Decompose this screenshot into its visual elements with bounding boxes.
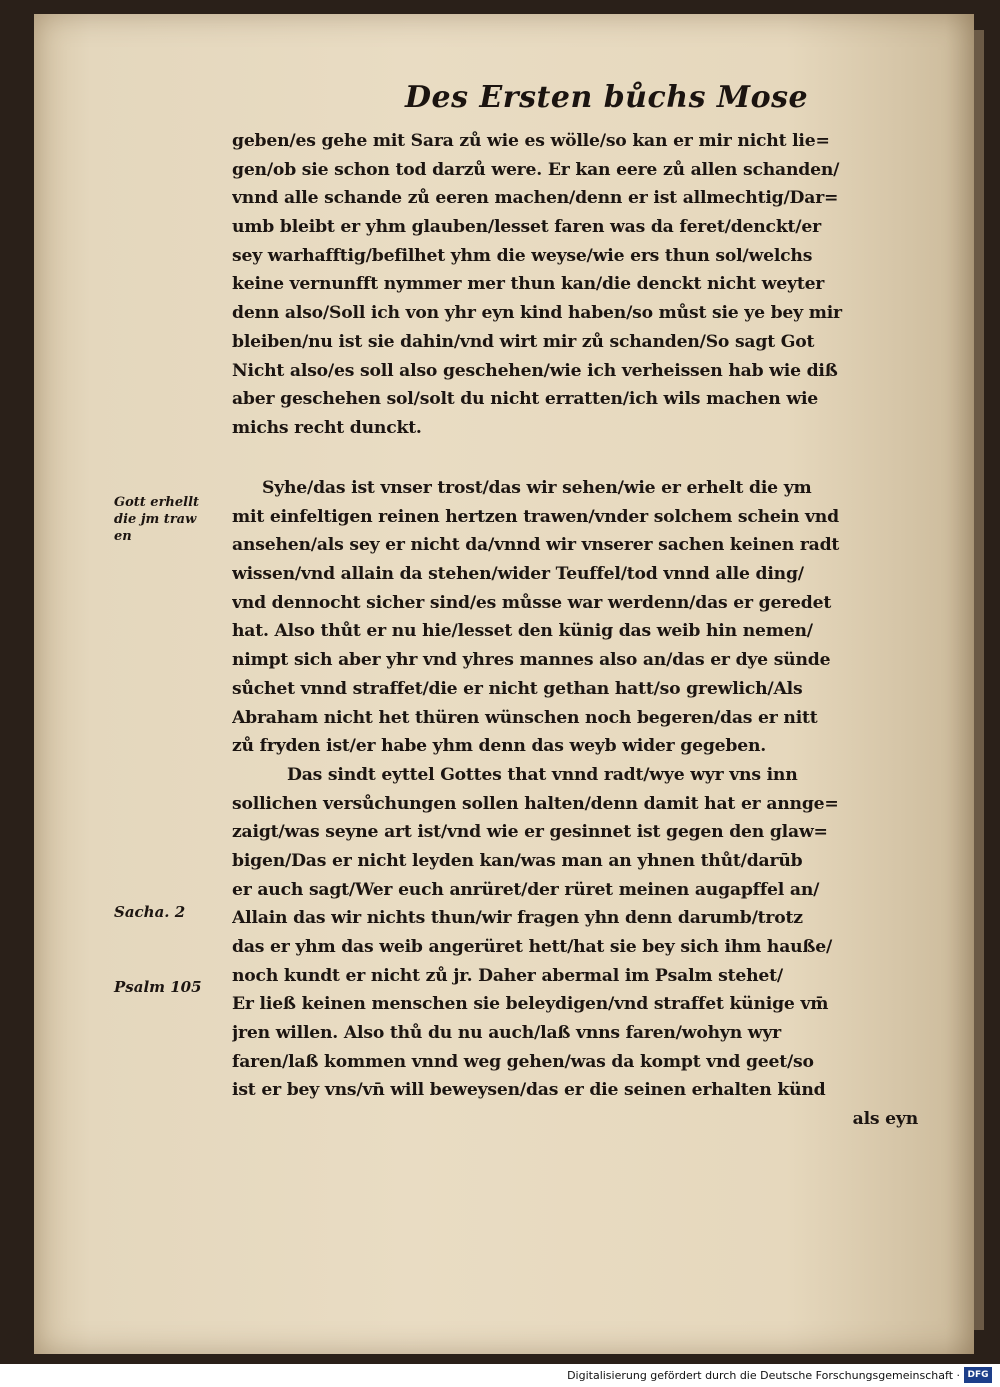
text-line: Allain das wir nichts thun/wir fragen yhn denn darumb/trotz xyxy=(232,908,803,929)
text-line: umb bleibt er yhm glauben/lesset faren was da feret/denckt/er xyxy=(232,217,821,238)
text-line: hat. Also thůt er nu hie/lesset den künig das weib hin nemen/ xyxy=(232,621,813,642)
page-edge xyxy=(974,30,984,1330)
catchword: als eyn xyxy=(852,1109,918,1130)
text-line: geben/es gehe mit Sara zů wie es wölle/so kan er mir nicht lie= xyxy=(232,131,830,151)
paragraph-2 xyxy=(232,474,922,1134)
text-line: ansehen/als sey er nicht da/vnnd wir vnserer sachen keinen radt xyxy=(232,535,840,556)
marginal-note-sacha: Sacha. 2 xyxy=(114,903,186,921)
text-line: Abraham nicht het thüren wünschen noch begeren/das er nitt xyxy=(232,707,818,728)
paragraph-1 xyxy=(232,127,922,443)
text-line: sey warhafftig/befilhet yhm die weyse/wie ers thun sol/welchs xyxy=(232,245,813,266)
text-line: wissen/vnd allain da stehen/wider Teuffel/tod vnnd alle ding/ xyxy=(232,564,804,585)
text-line: michs recht dunckt. xyxy=(232,417,422,438)
text-line: das er yhm das weib angerüret hett/hat sie bey sich ihm hauße/ xyxy=(232,937,833,957)
marginal-note-psalm: Psalm 105 xyxy=(114,978,202,996)
text-line: er auch sagt/Wer euch anrüret/der rüret meinen augapffel an/ xyxy=(232,879,820,900)
text-line: Syhe/das ist vnser trost/das wir sehen/wie er erhelt die ym xyxy=(262,478,812,498)
running-head: Des Ersten bůchs Mose xyxy=(405,80,809,115)
text-line: bigen/Das er nicht leyden kan/was man an yhnen thůt/darūb xyxy=(232,850,803,871)
text-line: noch kundt er nicht zů jr. Daher abermal im Psalm stehet/ xyxy=(232,965,783,986)
text-line: sůchet vnnd straffet/die er nicht gethan hatt/so grewlich/Als xyxy=(232,678,803,699)
text-line: keine vernunfft nymmer mer thun kan/die denckt nicht weyter xyxy=(232,274,825,295)
text-line: sollichen versůchungen sollen halten/denn damit hat er annge= xyxy=(232,793,839,814)
text-line: gen/ob sie schon tod darzů were. Er kan eere zů allen schanden/ xyxy=(232,159,840,180)
marginal-note-gott xyxy=(114,494,232,545)
text-line: ist er bey vns/vn̄ will beweysen/das er die seinen erhalten künd xyxy=(232,1080,826,1101)
text-line: Das sindt eyttel Gottes that vnnd radt/wye wyr vns inn xyxy=(287,764,798,785)
marginal-line: die jm traw xyxy=(114,512,197,527)
text-line: vnd dennocht sicher sind/es můsse war werdenn/das er geredet xyxy=(232,592,832,613)
text-line: Nicht also/es soll also geschehen/wie ich verheissen hab wie diß xyxy=(232,360,838,381)
text-line: bleiben/nu ist sie dahin/vnd wirt mir zů schanden/So sagt Got xyxy=(232,331,815,352)
text-line: Er ließ keinen menschen sie beleydigen/vnd straffet künige vm̄ xyxy=(232,994,829,1015)
text-line: zaigt/was seyne art ist/vnd wie er gesinnet ist gegen den glaw= xyxy=(232,822,828,843)
dfg-logo-icon: DFG xyxy=(964,1367,992,1383)
text-line: nimpt sich aber yhr vnd yhres mannes also an/das er dye sünde xyxy=(232,650,831,671)
text-line: mit einfeltigen reinen hertzen trawen/vnder solchem schein vnd xyxy=(232,506,839,527)
text-line: aber geschehen sol/solt du nicht erratten/ich wils machen wie xyxy=(232,389,819,410)
text-line: jren willen. Also thů du nu auch/laß vnns faren/wohyn wyr xyxy=(232,1023,782,1044)
text-line: denn also/Soll ich von yhr eyn kind haben/so můst sie ye bey mir xyxy=(232,303,842,324)
text-line: vnnd alle schande zů eeren machen/denn er ist allmechtig/Dar= xyxy=(232,188,839,209)
funding-credit: Digitalisierung gefördert durch die Deutsche Forschungsgemeinschaft · xyxy=(567,1369,960,1382)
marginal-line: en xyxy=(114,529,132,544)
text-line: faren/laß kommen vnnd weg gehen/was da kompt vnd geet/so xyxy=(232,1051,814,1072)
text-line: zů fryden ist/er habe yhm denn das weyb wider gegeben. xyxy=(232,736,767,757)
marginal-line: Gott erhellt xyxy=(114,495,200,510)
